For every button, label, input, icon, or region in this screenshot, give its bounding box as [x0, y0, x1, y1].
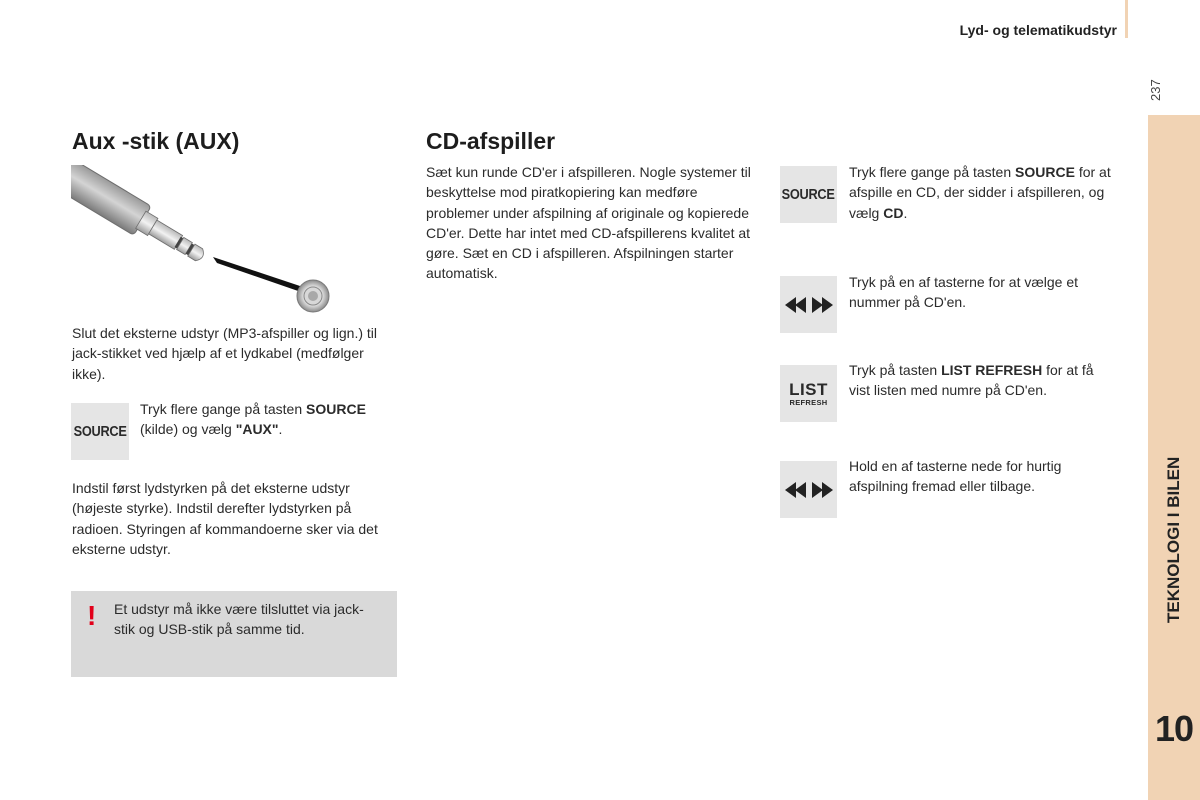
cd-intro: Sæt kun runde CD'er i afspilleren. Nogle systemer til beskyttelse mod piratkopiering kan medføre problemer under afspilning af originale og kopierede CD'er. Dette har intet med CD-afspillerens kvalitet at gøre. Sæt en CD i afspilleren. Afspilningen starter automatisk. — [426, 164, 751, 282]
jack-plug-illustration — [71, 165, 333, 315]
aux-heading: Aux -stik (AUX) — [72, 128, 240, 154]
cd-step-source: Tryk flere gange på tasten SOURCE for at afspille en CD, der sidder i afspilleren, og vælg CD. — [849, 164, 1111, 221]
seek-buttons-icon — [780, 461, 837, 518]
aux-intro: Slut det eksterne udstyr (MP3-afspiller og lign.) til jack-stikket ved hjælp af et lydkabel (medfølger ikke). — [72, 325, 378, 382]
section-title: Lyd- og telematikudstyr — [959, 22, 1117, 38]
chapter-title: TEKNOLOGI I BILEN — [1164, 456, 1183, 623]
cd-step-fast-seek: Hold en af tasterne nede for hurtig afspilning fremad eller tilbage. — [849, 458, 1062, 495]
cd-step-track-select: Tryk på en af tasterne for at vælge et nummer på CD'en. — [849, 274, 1079, 311]
source-button-icon: SOURCE — [71, 403, 129, 460]
chapter-number: 10 — [1154, 708, 1194, 749]
page-number: 237 — [1148, 79, 1163, 101]
warning-icon: ! — [87, 600, 97, 631]
header-divider — [1125, 0, 1128, 38]
cd-step-list-refresh: Tryk på tasten LIST REFRESH for at få vist listen med numre på CD'en. — [849, 362, 1094, 399]
seek-buttons-icon — [780, 276, 837, 333]
cd-heading: CD-afspiller — [426, 128, 556, 154]
warning-text: Et udstyr må ikke være tilsluttet via jack-stik og USB-stik på samme tid. — [114, 601, 364, 638]
source-button-icon: SOURCE — [780, 166, 837, 223]
aux-volume-text: Indstil først lydstyrken på det eksterne udstyr (højeste styrke). Indstil derefter lydstyrken på radioen. Styringen af kommandoerne sker via det eksterne udstyr. — [72, 480, 378, 557]
list-refresh-button-icon: LIST REFRESH — [780, 365, 837, 422]
aux-source-instruction: Tryk flere gange på tasten SOURCE (kilde) og vælg "AUX". — [140, 401, 366, 438]
